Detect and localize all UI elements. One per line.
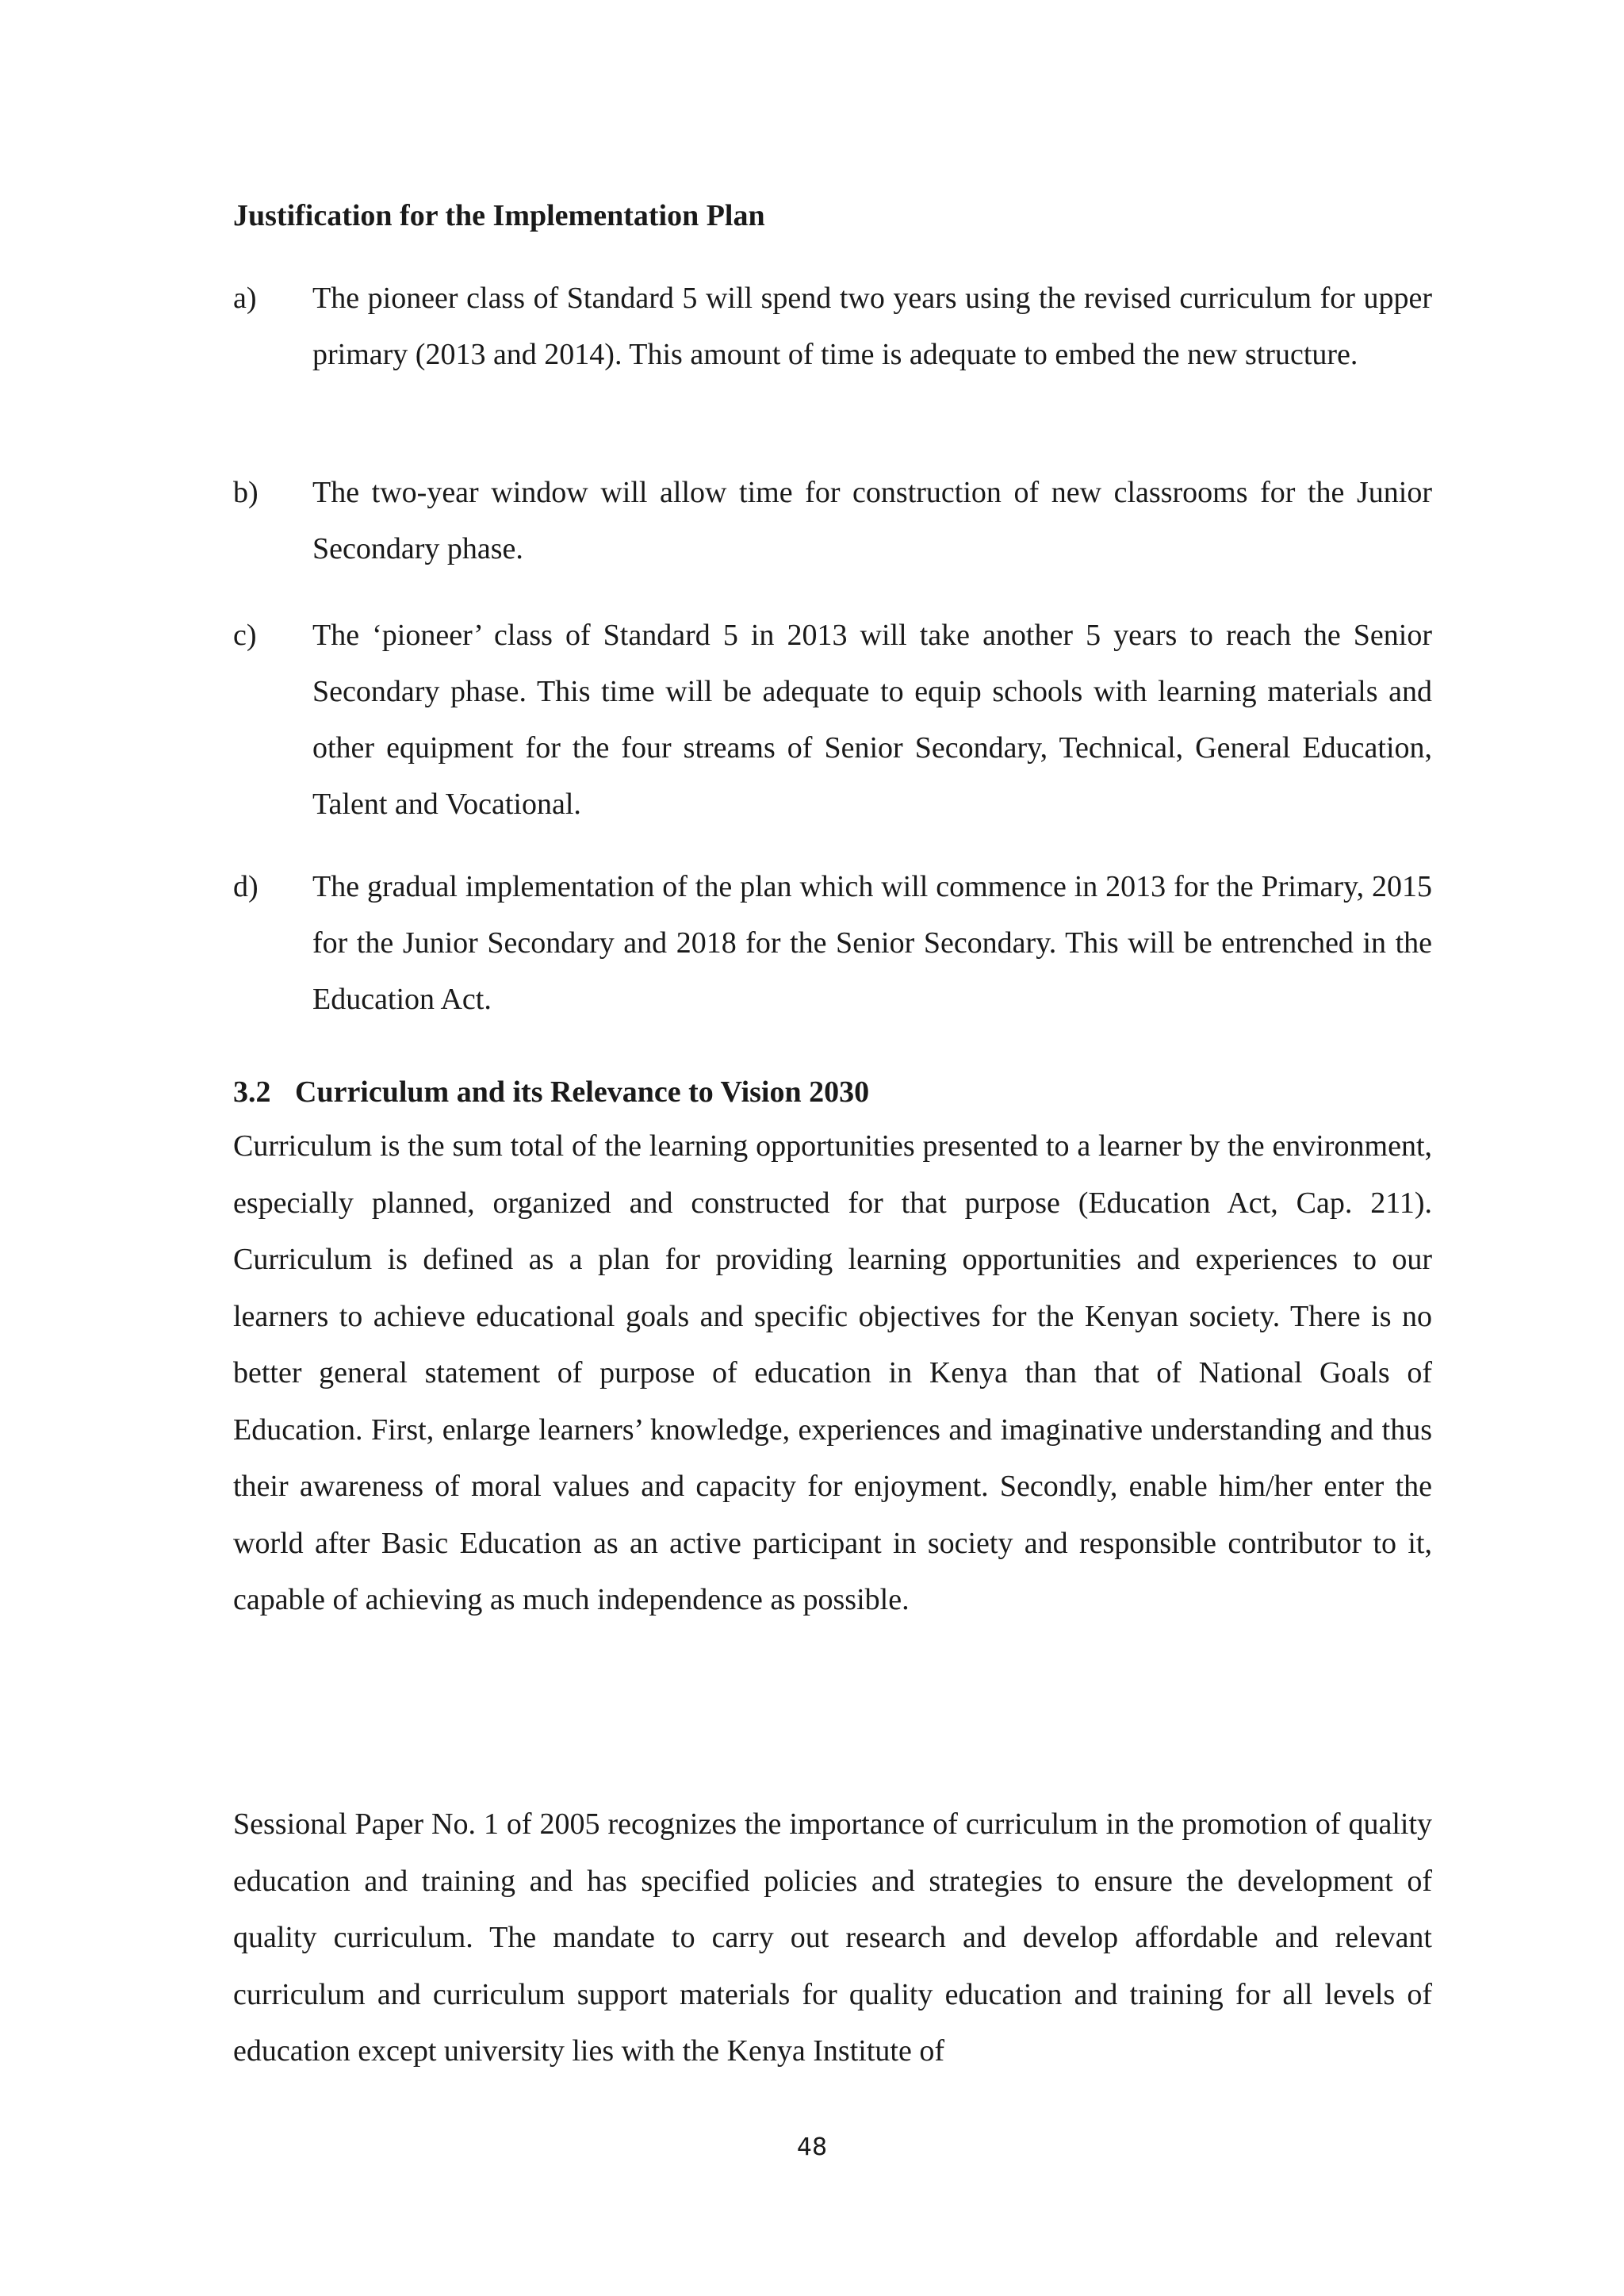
list-item-text: The two-year window will allow time for construction of new classrooms for the Junior Secondary phase. — [312, 476, 1432, 565]
section-title: Curriculum and its Relevance to Vision 2030 — [295, 1075, 870, 1109]
section-number: 3.2 — [233, 1075, 271, 1109]
list-item-marker: b) — [233, 476, 259, 509]
list-item-marker: d) — [233, 870, 259, 903]
list-item-marker: a) — [233, 282, 257, 315]
page-number: 48 — [796, 2133, 828, 2161]
sessional-paper-paragraph: Sessional Paper No. 1 of 2005 recognizes the importance of curriculum in the promotion of quality education and training and has specified policies and strategies to ensure the development of quality curriculum. The mandate to carry out research and develop affordable and relevant curriculum and curriculum support materials for quality education and training for all levels of education except university lies with the Kenya Institute of — [233, 1807, 1432, 2068]
curriculum-paragraph: Curriculum is the sum total of the learning opportunities presented to a learner by the environment, especially planned, organized and constructed for that purpose (Education Act, Cap. 211). Curriculum is defined as a plan for providing learning opportunities and experiences to our learners to achieve educational goals and specific objectives for the Kenyan society. There is no better general statement of purpose of education in Kenya than that of National Goals of Education. First, enlarge learners’ knowledge, experiences and imaginative understanding and thus their awareness of moral values and capacity for enjoyment. Secondly, enable him/her enter the world after Basic Education as an active participant in society and responsible contributor to it, capable of achieving as much independence as possible. — [233, 1129, 1432, 1616]
list-item-marker: c) — [233, 619, 257, 652]
justification-heading: Justification for the Implementation Plan — [233, 199, 765, 232]
list-item-text: The ‘pioneer’ class of Standard 5 in 2013 will take another 5 years to reach the Senior Secondary phase. This time will be adequate to equip schools with learning materials and other equipment for the four streams of Senior Secondary, Technical, General Education, Talent and Vocational. — [312, 619, 1432, 821]
section-heading — [233, 1075, 869, 1111]
list-item-text: The pioneer class of Standard 5 will spend two years using the revised curriculum for upper primary (2013 and 2014). This amount of time is adequate to embed the new structure. — [312, 282, 1432, 371]
list-item-c — [233, 621, 1432, 833]
list-item-d — [233, 872, 1432, 1028]
list-item-a — [233, 284, 1432, 383]
list-item-text: The gradual implementation of the plan which will commence in 2013 for the Primary, 2015 for the Junior Secondary and 2018 for the Senior Secondary. This will be entrenched in the Education Act. — [312, 870, 1432, 1016]
list-item-b — [233, 478, 1432, 577]
